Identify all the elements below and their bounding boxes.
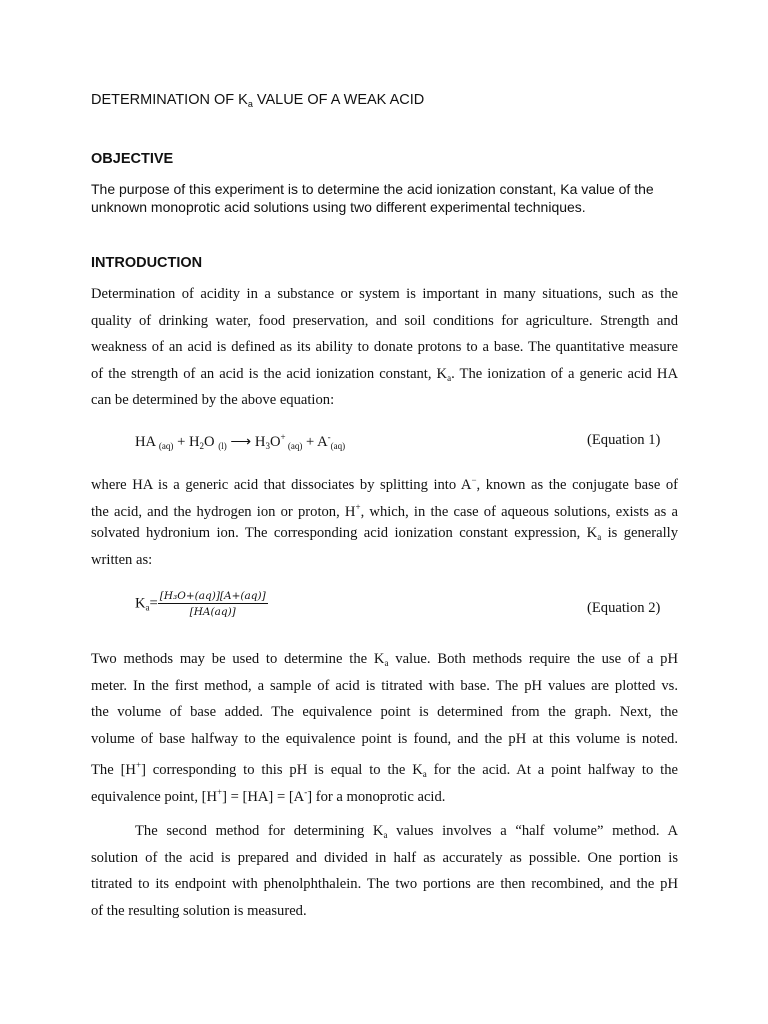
equation-1-label: (Equation 1) bbox=[587, 432, 661, 448]
equation-2-numerator: [H₃O+(aq)][A+(aq)] bbox=[159, 590, 266, 602]
intro-paragraph-2: where HA is a generic acid that dissociates by splitting into A−, known as the conjugate base of the acid, and the hydrogen ion or proton, H+, which, in the case of aqueous solutions, exists as a solvated hydronium ion. The corresponding acid ionization constant expression, $K_a$ is generally written as: bbox=[91, 475, 678, 568]
equation-2-denominator: [HA(aq)] bbox=[189, 606, 236, 618]
equation-1: HA $_{(aq)} + H_2O$ $_{(l)}$ ⟶ $H_3O^+$ $_{(aq)} + A^-_{(aq)}$ bbox=[135, 432, 346, 451]
objective-text: The purpose of this experiment is to determine the acid ionization constant, Ka value of the unknown monoprotic acid solutions using two different experimental techniques. bbox=[91, 181, 654, 215]
intro-paragraph-3: Two methods may be used to determine the $K_a$ value. Both methods require the use of a pH meter. In the first method, a sample of acid is titrated with base. The pH values are plotted vs. the volume of base added. The equivalence point is determined from the graph. Next, the volume of base halfway to the equivalence point is found, and the pH at this volume is noted. The [H+] corresponding to this pH is equal to the $K_a$ for the acid. At a point halfway to the equivalence point, [H+] = [HA] = [A-] for a monoprotic acid. bbox=[91, 651, 679, 805]
equation-2: $K_a=$ $\frac{\text{[H₃O+(aq)][A+(aq)]}}{[HA(aq)]}$ bbox=[135, 590, 266, 618]
intro-paragraph-4: The second method for determining $K_a$ values involves a “half volume” method. A solution of the acid is prepared and divided in half as accurately as possible. One portion is titrated to its endpoint with phenolphthalein. The two portions are then recombined, and the pH of the resulting solution is measured. bbox=[91, 823, 678, 919]
document-title: DETERMINATION OF $K_a$ VALUE OF A WEAK ACID bbox=[91, 92, 425, 109]
equation-2-label: (Equation 2) bbox=[587, 600, 661, 616]
intro-paragraph-1: Determination of acidity in a substance or system is important in many situations, such as the quality of drinking water, food preservation, and soil conditions for agriculture. Strength and weakness of an acid is defined as its ability to donate protons to a base. The quantitative measure of the strength of an acid is the acid ionization constant, $K_a$. The ionization of a generic acid HA can be determined by the above equation: bbox=[91, 286, 678, 408]
introduction-heading: INTRODUCTION bbox=[91, 255, 203, 271]
objective-heading: OBJECTIVE bbox=[91, 151, 174, 167]
